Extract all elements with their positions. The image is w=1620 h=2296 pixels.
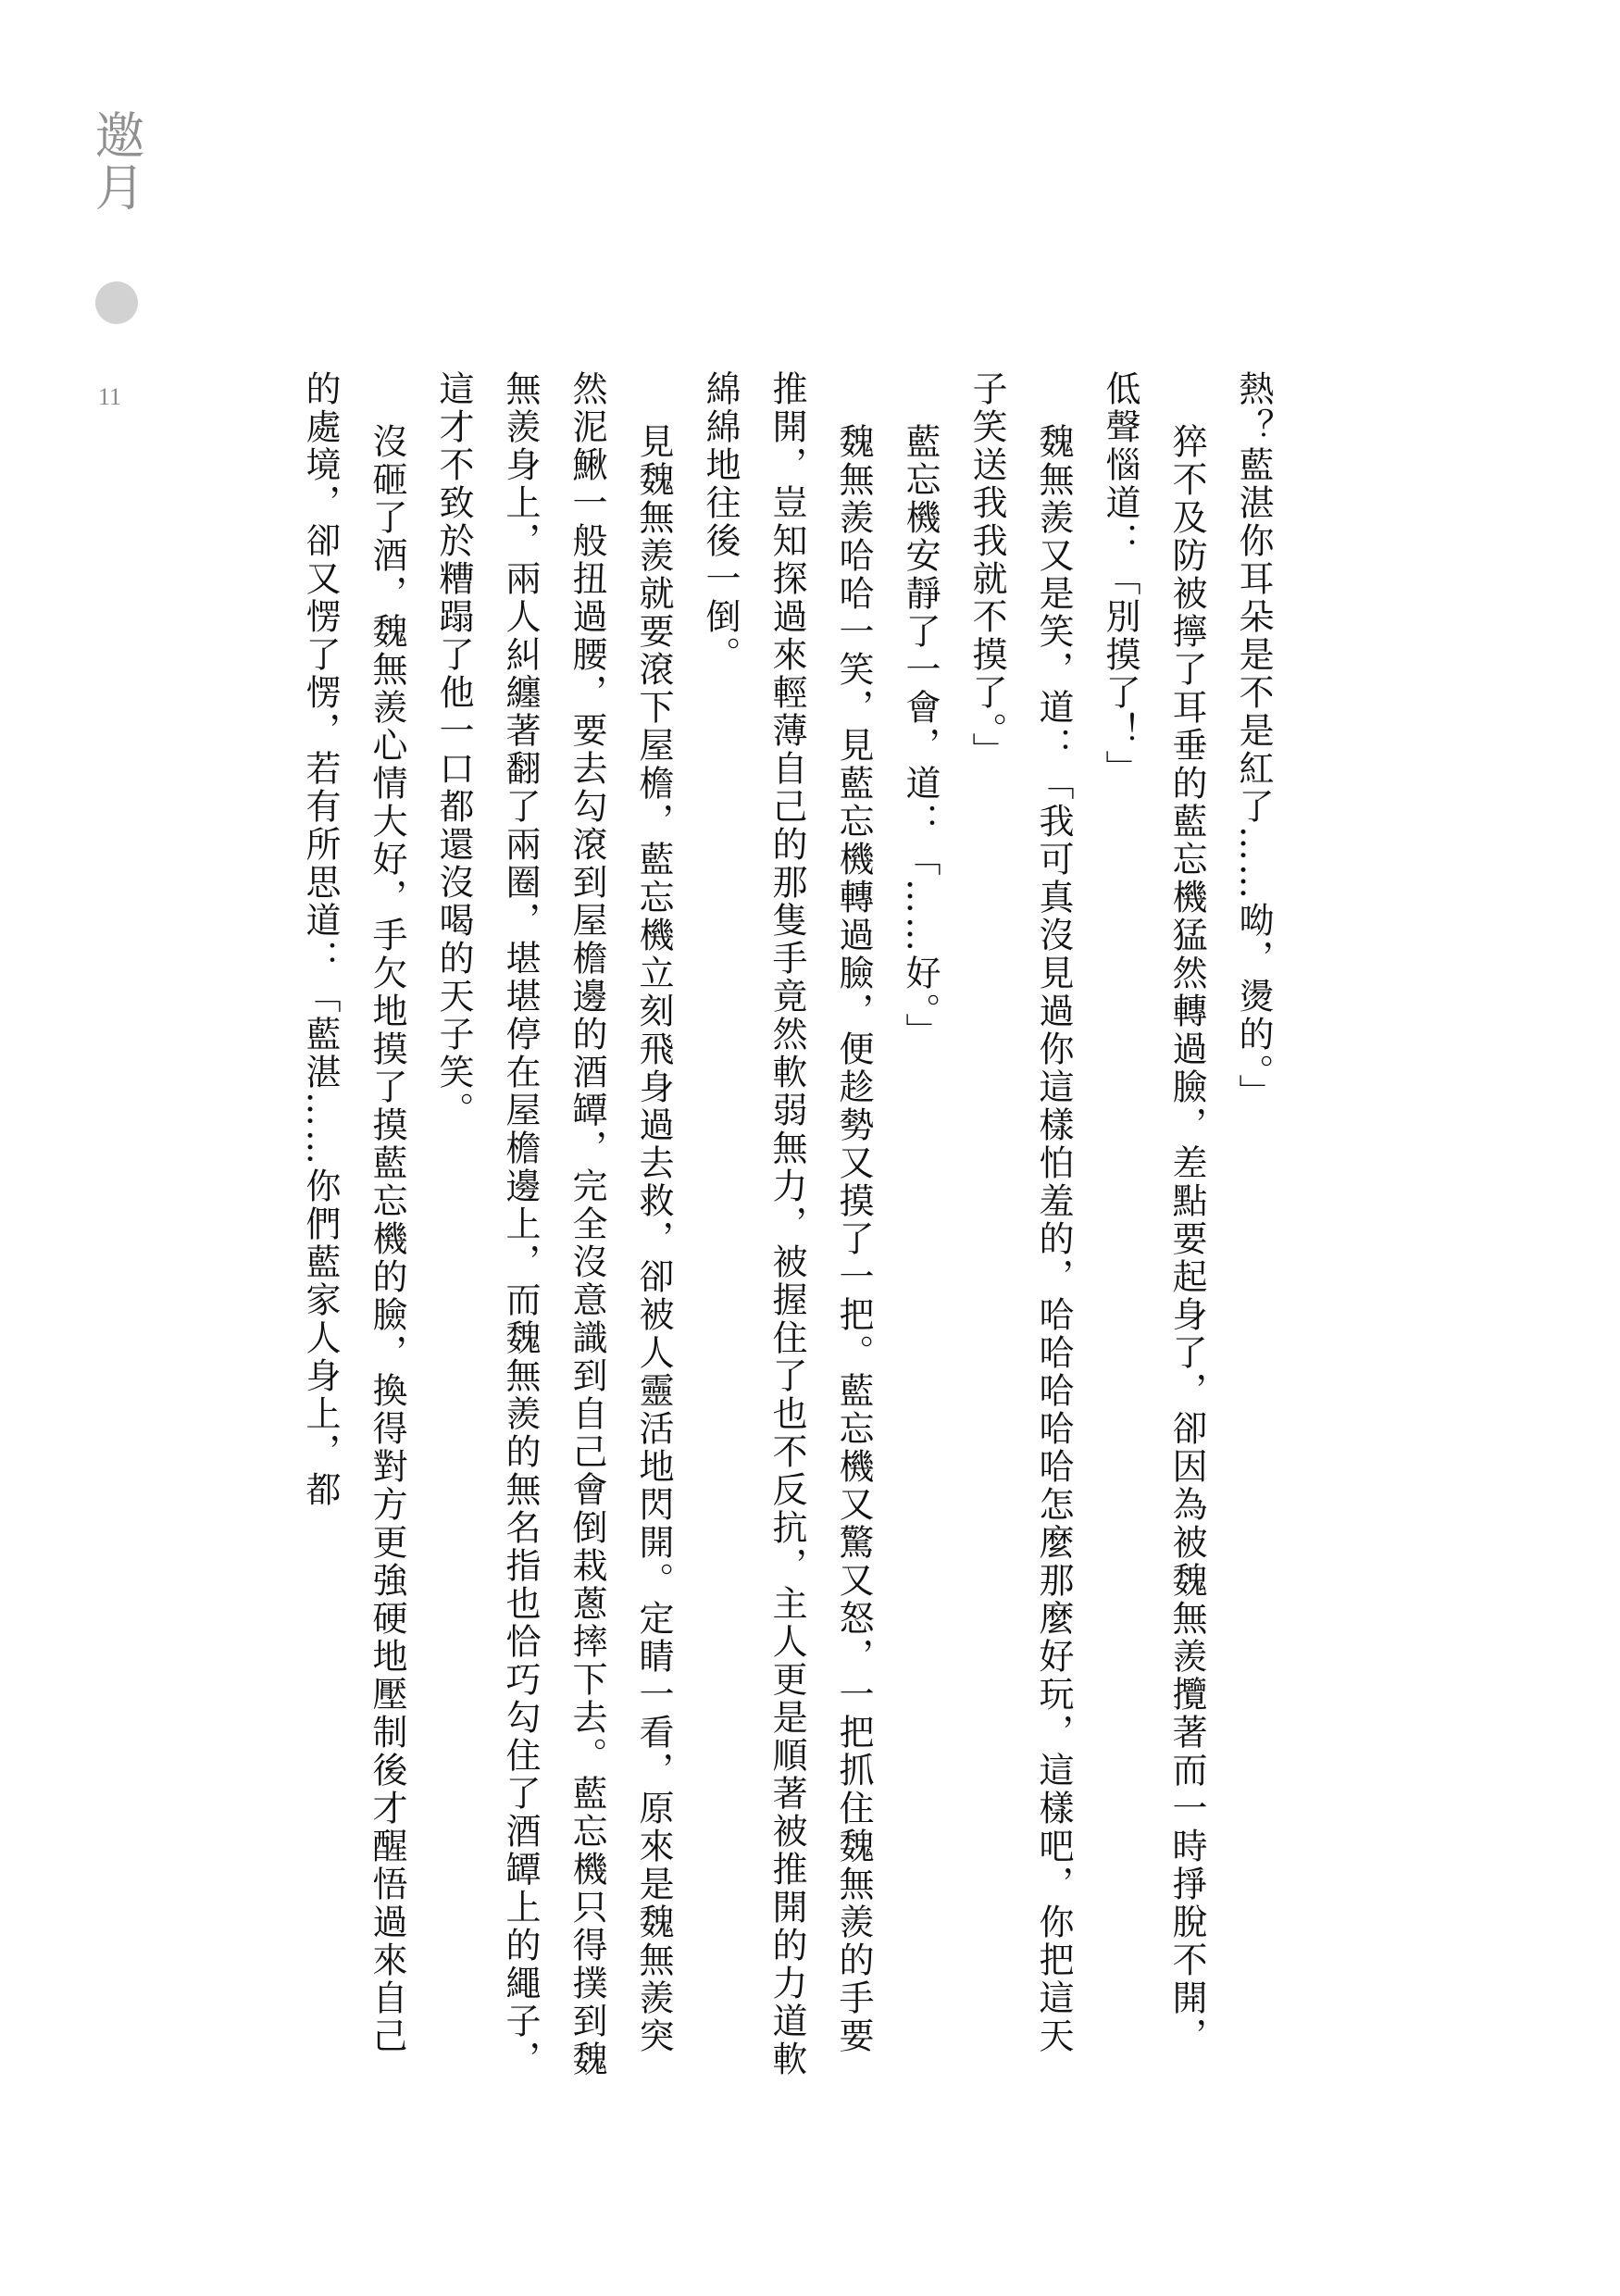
paragraph: 猝不及防被擰了耳垂的藍忘機猛然轉過臉，差點要起身了，卻因為被魏無羨攬著而一時掙脫不開，低聲惱道：「別摸了！」 (1100, 370, 1207, 2055)
paragraph: 沒砸了酒，魏無羨心情大好，手欠地摸了摸藍忘機的臉，換得對方更強硬地壓制後才醒悟過來自己的處境，卻又愣了愣，若有所思道：「藍湛……你們藍家人身上，都 (300, 370, 407, 2055)
paragraph: 魏無羨哈哈一笑，見藍忘機轉過臉，便趁勢又摸了一把。藍忘機又驚又怒，一把抓住魏無羨的手要推開，豈知探過來輕薄自己的那隻手竟然軟弱無力，被握住了也不反抗，主人更是順著被推開的力道軟綿綿地往後一倒。 (700, 370, 874, 2078)
paragraph: 藍忘機安靜了一會，道：「……好。」 (900, 423, 941, 1051)
decorative-dot (95, 281, 138, 324)
body-text (287, 370, 1287, 2092)
running-title: 邀月 (87, 109, 145, 213)
page-number: 11 (98, 383, 122, 410)
paragraph: 熱？藍湛你耳朵是不是紅了……呦，燙的。」 (1233, 370, 1274, 1112)
paragraph: 魏無羨又是笑，道：「我可真沒見過你這樣怕羞的，哈哈哈哈哈怎麼那麼好玩，這樣吧，你把這天子笑送我我就不摸了。」 (966, 370, 1074, 2055)
paragraph: 見魏無羨就要滾下屋檐，藍忘機立刻飛身過去救，卻被人靈活地閃開。定睛一看，原來是魏無羨突然泥鰍一般扭過腰，要去勾滾到屋檐邊的酒罈，完全沒意識到自己會倒栽蔥摔下去。藍忘機只得撲到魏無羨身上，兩人糾纏著翻了兩圈，堪堪停在屋檐邊上，而魏無羨的無名指也恰巧勾住了酒罈上的繩子，這才不致於糟蹋了他一口都還沒喝的天子笑。 (433, 370, 674, 2078)
